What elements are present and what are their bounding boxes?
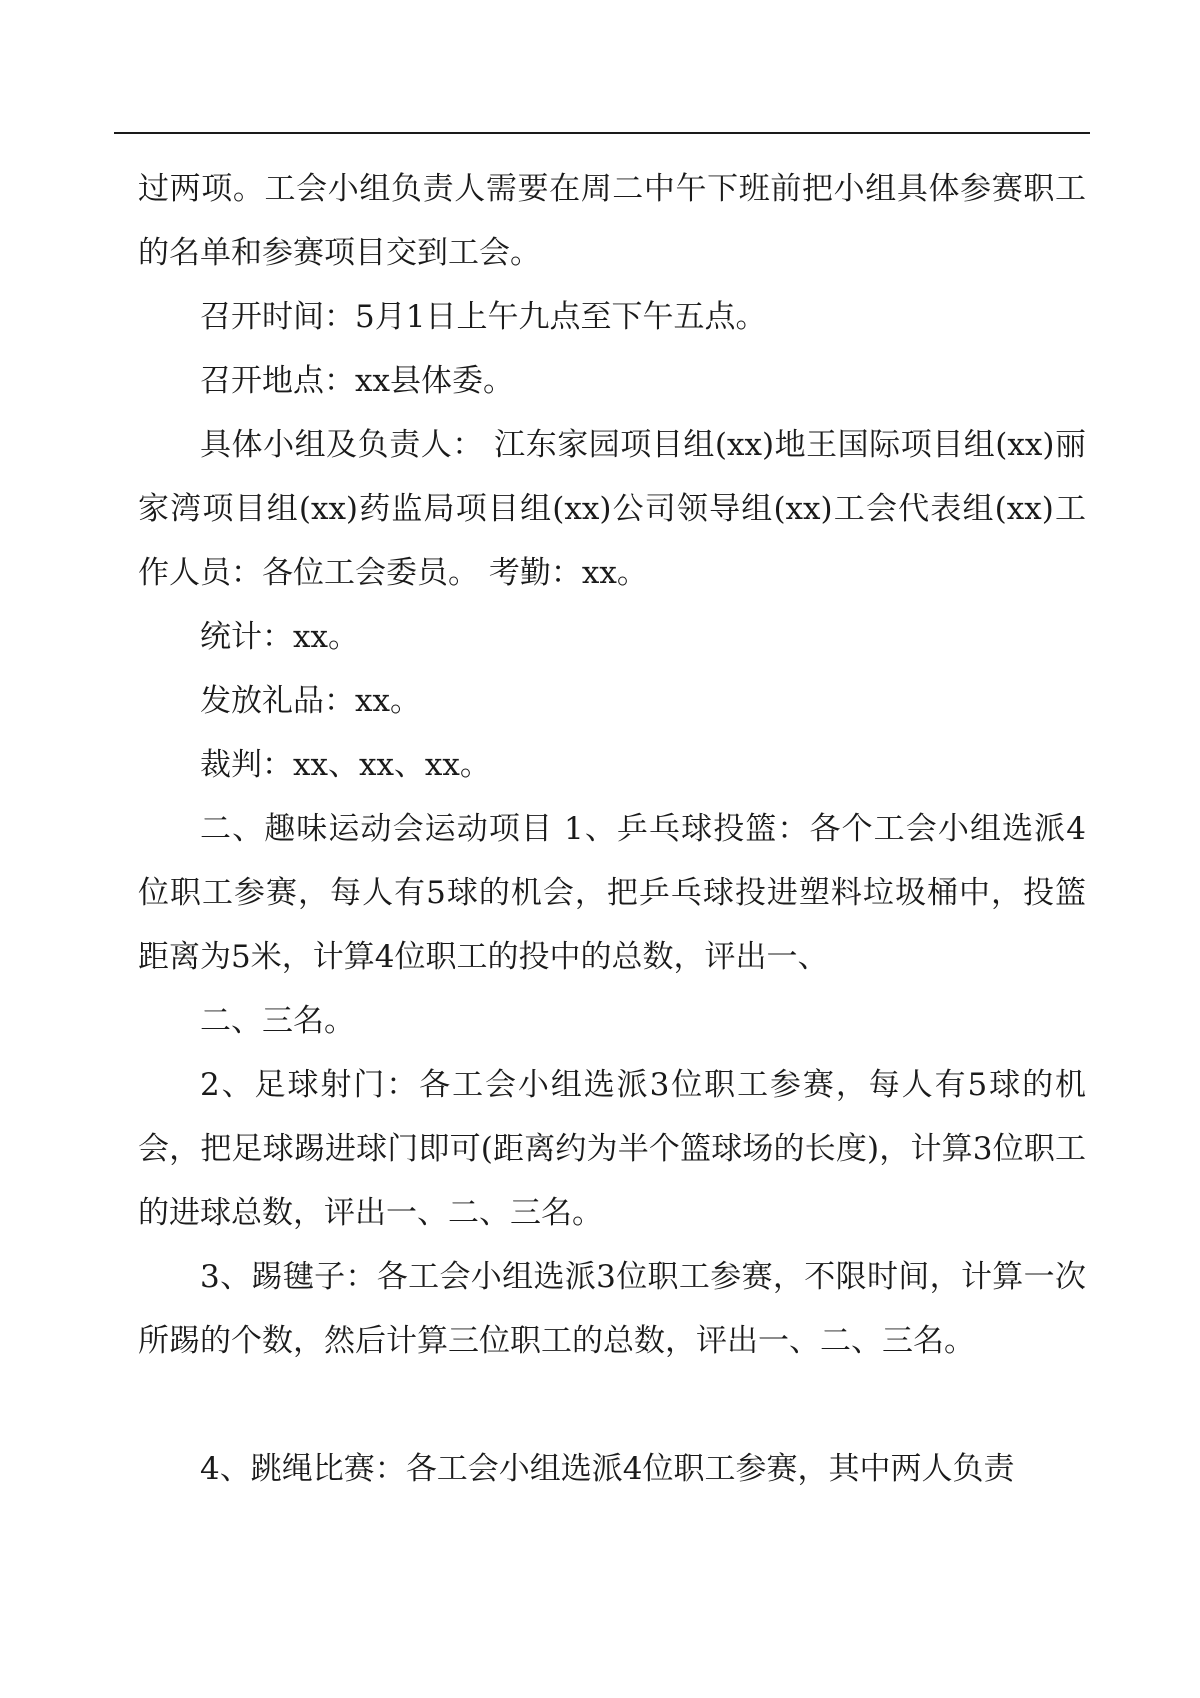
paragraph-shuttlecock: 3、踢毽子：各工会小组选派3位职工参赛，不限时间，计算一次所踢的个数，然后计算三位职工的总数，评出一、二、三名。 — [138, 1259, 1086, 1359]
paragraph-meeting-place: 召开地点：xx县体委。 — [200, 363, 514, 399]
paragraph-meeting-time: 召开时间：5月1日上午九点至下午五点。 — [200, 299, 767, 335]
paragraph-rankings: 二、三名。 — [200, 1003, 355, 1039]
paragraph-rope-skipping: 4、跳绳比赛：各工会小组选派4位职工参赛，其中两人负责 — [200, 1451, 1015, 1487]
header-rule — [114, 132, 1090, 134]
paragraph-statistics: 统计：xx。 — [200, 619, 359, 655]
document-body — [138, 157, 1086, 1501]
paragraph-events-intro: 二、趣味运动会运动项目 1、乒乓球投篮：各个工会小组选派4位职工参赛，每人有5球的机会，把乒乓球投进塑料垃圾桶中，投篮距离为5米，计算4位职工的投中的总数，评出一、 — [138, 811, 1086, 975]
paragraph-continuation: 过两项。工会小组负责人需要在周二中午下班前把小组具体参赛职工的名单和参赛项目交到工会。 — [138, 171, 1086, 271]
paragraph-gifts: 发放礼品：xx。 — [200, 683, 421, 719]
paragraph-football: 2、足球射门：各工会小组选派3位职工参赛，每人有5球的机会，把足球踢进球门即可(距离约为半个篮球场的长度)，计算3位职工的进球总数，评出一、二、三名。 — [138, 1067, 1086, 1231]
paragraph-groups-and-leaders: 具体小组及负责人： 江东家园项目组(xx)地王国际项目组(xx)丽家湾项目组(xx)药监局项目组(xx)公司领导组(xx)工会代表组(xx)工作人员：各位工会委员。 考勤：xx。 — [138, 427, 1086, 591]
paragraph-referees: 裁判：xx、xx、xx。 — [200, 747, 491, 783]
